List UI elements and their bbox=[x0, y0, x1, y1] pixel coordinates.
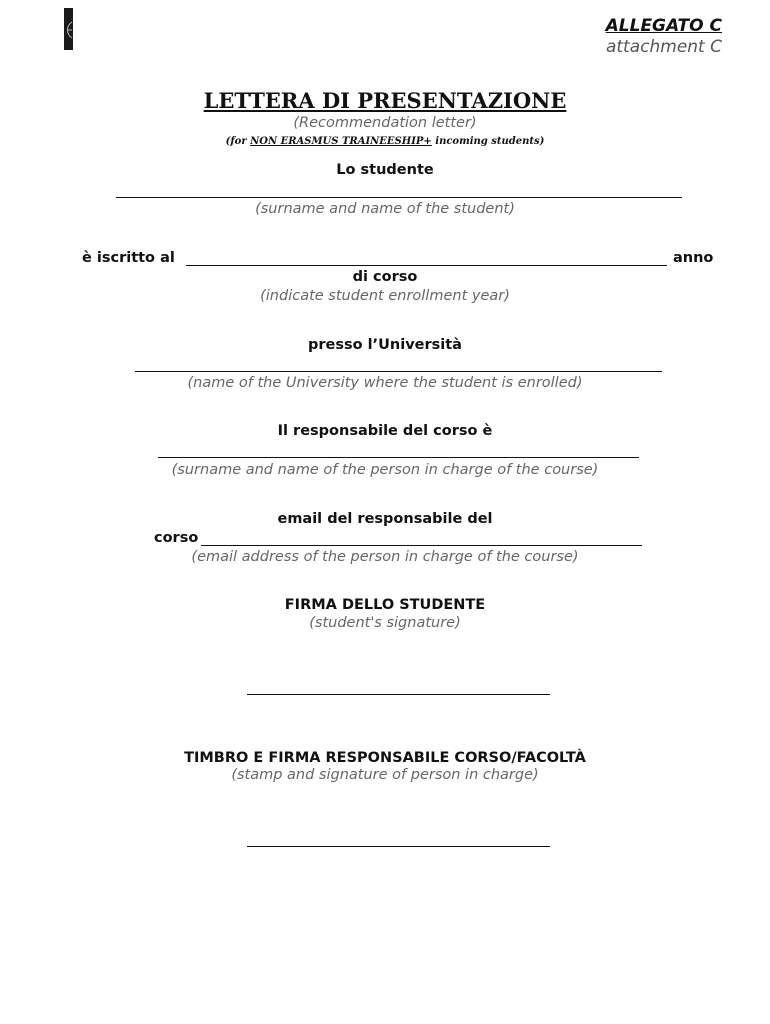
email-line[interactable] bbox=[201, 545, 642, 546]
program-note-suffix: incoming students) bbox=[431, 136, 545, 147]
allegato-label: ALLEGATO C bbox=[605, 16, 722, 36]
student-name-line[interactable] bbox=[116, 197, 682, 198]
course-head-line[interactable] bbox=[158, 457, 639, 458]
stamp-signature-label: TIMBRO E FIRMA RESPONSABILE CORSO/FACOLTÀ bbox=[184, 750, 586, 766]
year-label: anno bbox=[673, 250, 714, 266]
university-line[interactable] bbox=[135, 371, 662, 372]
logo-emblem-icon bbox=[64, 8, 73, 50]
program-note bbox=[0, 136, 770, 147]
attachment-label: attachment C bbox=[605, 37, 722, 57]
student-signature-hint: (student's signature) bbox=[309, 615, 461, 631]
course-head-hint: (surname and name of the person in charge of the course) bbox=[171, 462, 599, 478]
course-year-label: di corso bbox=[352, 269, 418, 285]
enrolled-label: è iscritto al bbox=[82, 250, 175, 266]
student-label: Lo studente bbox=[336, 162, 434, 178]
document-subtitle: (Recommendation letter) bbox=[293, 115, 477, 131]
email-hint: (email address of the person in charge of the course) bbox=[191, 549, 579, 565]
course-head-label: Il responsabile del corso è bbox=[277, 423, 493, 439]
student-signature-line[interactable] bbox=[247, 694, 550, 695]
enrollment-line[interactable] bbox=[186, 265, 667, 266]
student-name-hint: (surname and name of the student) bbox=[255, 201, 515, 217]
stamp-signature-line[interactable] bbox=[247, 846, 550, 847]
program-note-prefix: (for bbox=[225, 136, 251, 147]
enrollment-year-hint: (indicate student enrollment year) bbox=[260, 288, 510, 304]
university-label: presso l’Università bbox=[308, 337, 462, 353]
program-name: NON ERASMUS TRAINEESHIP+ bbox=[250, 136, 432, 147]
student-signature-label: FIRMA DELLO STUDENTE bbox=[284, 597, 486, 613]
email-label: email del responsabile del bbox=[277, 511, 493, 527]
university-logo bbox=[64, 8, 73, 50]
university-hint: (name of the University where the student is enrolled) bbox=[187, 375, 583, 391]
stamp-signature-hint: (stamp and signature of person in charge) bbox=[231, 767, 539, 783]
email-label-cont: corso bbox=[154, 530, 199, 546]
document-title: LETTERA DI PRESENTAZIONE bbox=[203, 88, 567, 113]
